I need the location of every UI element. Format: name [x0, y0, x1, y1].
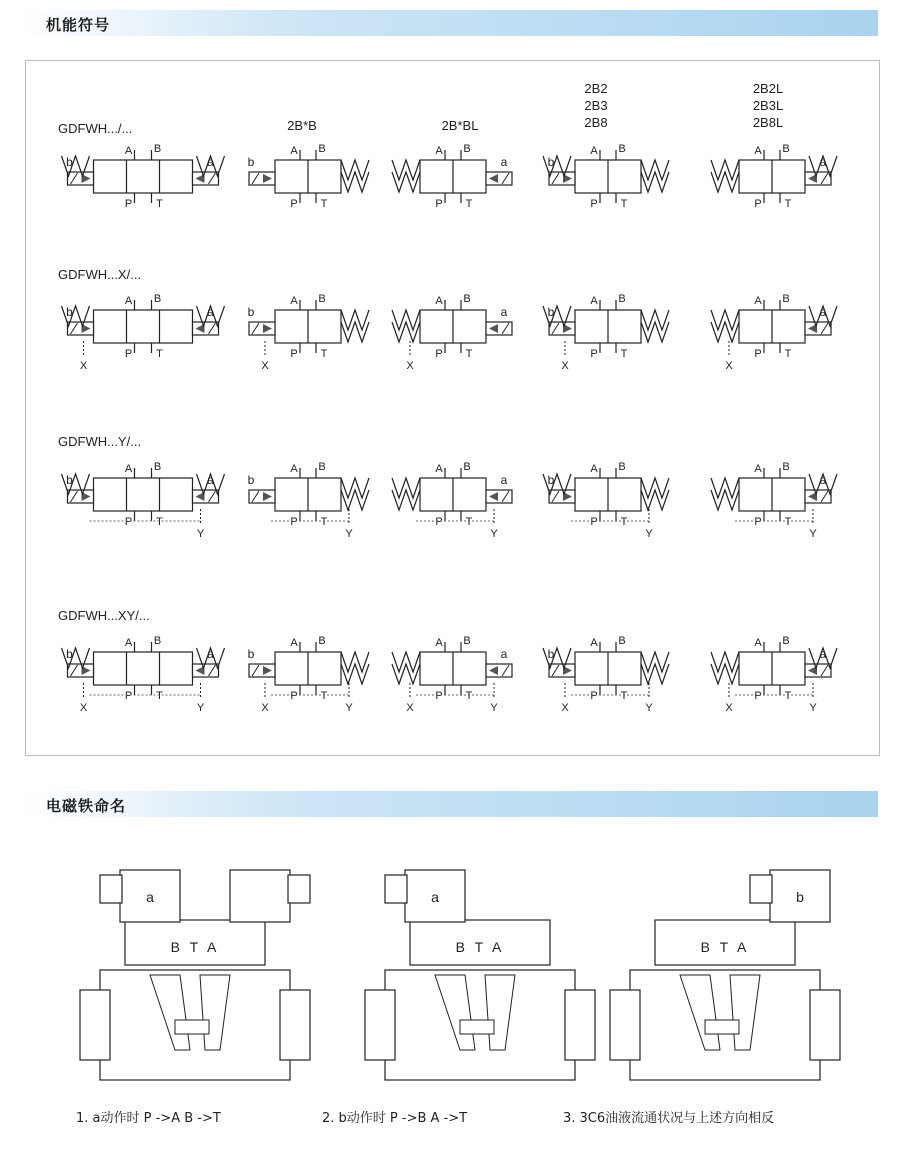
port-label-t: T	[620, 690, 628, 702]
spring-icon	[341, 322, 369, 342]
spring-icon	[392, 664, 420, 684]
caption-2: 2. b动作时 P ->B A ->T	[322, 1111, 468, 1126]
valve-symbol-r1-c2	[248, 143, 369, 210]
port-label-b: B	[618, 635, 626, 647]
valve-symbol-r4-c1	[62, 635, 225, 714]
port-label-t: T	[620, 516, 628, 528]
port-label-a: A	[290, 637, 298, 649]
spring-icon	[711, 664, 739, 684]
port-label-t: T	[784, 348, 792, 360]
port-label-p: P	[590, 198, 598, 210]
port-label-p: P	[435, 690, 443, 702]
port-label-a: A	[124, 637, 133, 649]
pilot-port-labels: B T A	[700, 939, 750, 955]
operator-label-b: b	[247, 473, 255, 487]
port-label-y: Y	[809, 528, 817, 540]
spring-icon	[392, 490, 420, 510]
port-label-t: T	[156, 348, 163, 360]
port-label-t: T	[156, 516, 163, 528]
solenoid-drawings	[0, 840, 900, 1140]
port-label-b: B	[463, 461, 471, 473]
solenoid-valve-drawing-3	[610, 870, 840, 1080]
valve-symbol-r3-c4	[543, 461, 669, 540]
pilot-port-labels: B T A	[170, 939, 220, 955]
valve-symbol-r4-c5	[711, 635, 837, 714]
port-label-t: T	[620, 198, 628, 210]
port-label-t: T	[784, 516, 792, 528]
port-label-x: X	[725, 702, 733, 714]
spring-icon	[641, 478, 669, 498]
section-title: 机能符号	[46, 16, 111, 34]
spring-icon	[341, 478, 369, 498]
port-label-p: P	[754, 690, 762, 702]
operator-label-b: b	[247, 647, 255, 661]
operator-label-a: a	[207, 155, 214, 169]
operator-label-a: a	[207, 647, 214, 661]
end-cap-right	[810, 990, 840, 1060]
connector-plug	[385, 875, 407, 903]
port-label-b: B	[618, 461, 626, 473]
connector-plug	[100, 875, 122, 903]
valve-symbol-r1-c1	[62, 143, 225, 210]
spring-icon	[711, 652, 739, 672]
port-label-b: B	[782, 461, 790, 473]
operator-label-b: b	[66, 647, 73, 661]
spring-icon	[711, 172, 739, 192]
port-label-p: P	[590, 348, 598, 360]
port-label-y: Y	[345, 528, 353, 540]
port-label-x: X	[561, 360, 569, 372]
port-label-b: B	[153, 143, 162, 155]
valve-symbol-r4-c2	[248, 635, 369, 714]
port-label-y: Y	[809, 702, 817, 714]
operator-label-a: a	[207, 305, 214, 319]
port-label-x: X	[406, 702, 414, 714]
port-label-b: B	[782, 635, 790, 647]
port-label-a: A	[124, 145, 133, 157]
coil-label: b	[796, 889, 804, 905]
port-label-y: Y	[645, 528, 653, 540]
spring-icon	[641, 310, 669, 330]
operator-label-b: b	[547, 305, 555, 319]
port-label-b: B	[318, 293, 326, 305]
connector-plug	[750, 875, 772, 903]
valve-body	[94, 652, 193, 685]
port-label-p: P	[754, 198, 762, 210]
port-label-a: A	[590, 295, 598, 307]
port-label-p: P	[754, 348, 762, 360]
spring-icon	[711, 160, 739, 180]
port-label-a: A	[590, 637, 598, 649]
spring-icon	[341, 490, 369, 510]
spring-icon	[341, 310, 369, 330]
caption-1: 1. a动作时 P ->A B ->T	[76, 1111, 221, 1126]
port-label-t: T	[320, 348, 328, 360]
operator-label-b: b	[547, 473, 555, 487]
port-label-p: P	[754, 516, 762, 528]
operator-label-b: b	[247, 155, 255, 169]
port-label-t: T	[465, 198, 473, 210]
operator-label-b: b	[66, 473, 73, 487]
column-label-4: 2B2 2B3 2B8	[584, 81, 608, 130]
port-label-a: A	[754, 145, 762, 157]
caption-3: 3. 3C6油液流通状况与上述方向相反	[563, 1111, 775, 1126]
end-cap-left	[80, 990, 110, 1060]
operator-label-a: a	[500, 305, 508, 319]
valve-symbol-r2-c3	[392, 293, 512, 372]
operator-label-b: b	[547, 647, 555, 661]
port-label-t: T	[320, 516, 328, 528]
section-header-solenoid-naming	[22, 791, 878, 817]
coil-label: a	[146, 889, 154, 905]
valve-symbol-r3-c5	[711, 461, 837, 540]
spring-icon	[711, 310, 739, 330]
port-label-b: B	[618, 143, 626, 155]
valve-body	[94, 160, 193, 193]
valve-symbol-r2-c1	[62, 293, 225, 372]
valve-symbol-r4-c4	[543, 635, 669, 714]
operator-label-a: a	[819, 647, 827, 661]
port-label-y: Y	[645, 702, 653, 714]
row-label-4: GDFWH...XY/...	[58, 608, 150, 623]
port-label-b: B	[463, 635, 471, 647]
port-label-a: A	[590, 463, 598, 475]
spring-icon	[392, 322, 420, 342]
port-label-b: B	[782, 143, 790, 155]
port-label-t: T	[320, 690, 328, 702]
nameplate	[460, 1020, 494, 1034]
port-label-a: A	[754, 295, 762, 307]
operator-label-a: a	[819, 305, 827, 319]
port-label-p: P	[435, 198, 443, 210]
spring-icon	[711, 478, 739, 498]
valve-symbol-r1-c3	[392, 143, 512, 210]
valve-body	[94, 478, 193, 511]
row-label-1: GDFWH.../...	[58, 121, 133, 136]
operator-label-a: a	[500, 155, 508, 169]
operator-label-a: a	[819, 155, 827, 169]
port-label-p: P	[290, 198, 298, 210]
port-label-b: B	[463, 293, 471, 305]
port-label-a: A	[590, 145, 598, 157]
end-cap-right	[280, 990, 310, 1060]
spring-icon	[641, 664, 669, 684]
port-label-p: P	[290, 690, 298, 702]
valve-symbol-r1-c5	[711, 143, 837, 210]
port-label-b: B	[463, 143, 471, 155]
port-label-p: P	[124, 348, 133, 360]
nameplate	[175, 1020, 209, 1034]
spring-icon	[392, 478, 420, 498]
port-label-p: P	[124, 198, 133, 210]
port-label-b: B	[782, 293, 790, 305]
operator-label-b: b	[247, 305, 255, 319]
operator-label-a: a	[500, 647, 508, 661]
port-label-t: T	[465, 690, 473, 702]
port-label-b: B	[618, 293, 626, 305]
port-label-t: T	[156, 198, 163, 210]
port-label-a: A	[435, 637, 443, 649]
valve-symbol-r2-c2	[248, 293, 369, 372]
spring-icon	[392, 310, 420, 330]
port-label-a: A	[435, 463, 443, 475]
port-label-b: B	[318, 143, 326, 155]
port-label-a: A	[435, 295, 443, 307]
port-label-y: Y	[196, 702, 205, 714]
connector-plug-2	[288, 875, 310, 903]
end-cap-left	[365, 990, 395, 1060]
valve-symbol-r3-c1	[62, 461, 225, 540]
port-label-p: P	[290, 348, 298, 360]
port-label-b: B	[318, 635, 326, 647]
port-label-p: P	[590, 690, 598, 702]
column-label-5: 2B2L 2B3L 2B8L	[752, 81, 784, 130]
spring-icon	[341, 652, 369, 672]
port-label-p: P	[124, 516, 133, 528]
port-label-a: A	[124, 295, 133, 307]
valve-symbol-r1-c4	[543, 143, 669, 210]
valve-symbol-r2-c4	[543, 293, 669, 372]
coil-label: a	[431, 889, 439, 905]
port-label-a: A	[754, 463, 762, 475]
port-label-a: A	[124, 463, 133, 475]
port-label-p: P	[590, 516, 598, 528]
solenoid-coil-2	[230, 870, 290, 922]
port-label-p: P	[435, 516, 443, 528]
valve-symbol-r4-c3	[392, 635, 512, 714]
row-label-3: GDFWH...Y/...	[58, 434, 142, 449]
port-label-a: A	[290, 463, 298, 475]
port-label-y: Y	[196, 528, 205, 540]
port-label-a: A	[435, 145, 443, 157]
column-label-2: 2B*B	[287, 118, 317, 133]
row-label-2: GDFWH...X/...	[58, 267, 142, 282]
port-label-x: X	[79, 702, 88, 714]
port-label-p: P	[435, 348, 443, 360]
port-label-y: Y	[490, 702, 498, 714]
port-label-x: X	[561, 702, 569, 714]
valve-symbol-r2-c5	[711, 293, 837, 372]
spring-icon	[341, 172, 369, 192]
port-label-x: X	[261, 360, 269, 372]
operator-label-b: b	[66, 305, 73, 319]
port-label-y: Y	[345, 702, 353, 714]
valve-body	[94, 310, 193, 343]
port-label-t: T	[465, 348, 473, 360]
port-label-t: T	[784, 198, 792, 210]
spring-icon	[641, 172, 669, 192]
operator-label-a: a	[500, 473, 508, 487]
spring-icon	[392, 160, 420, 180]
port-label-p: P	[124, 690, 133, 702]
port-label-t: T	[465, 516, 473, 528]
port-label-t: T	[620, 348, 628, 360]
spring-icon	[641, 322, 669, 342]
spring-icon	[641, 652, 669, 672]
port-label-t: T	[320, 198, 328, 210]
port-label-a: A	[290, 295, 298, 307]
port-label-b: B	[153, 635, 162, 647]
spring-icon	[392, 172, 420, 192]
valve-symbol-r3-c3	[392, 461, 512, 540]
port-label-p: P	[290, 516, 298, 528]
spring-icon	[711, 322, 739, 342]
operator-label-a: a	[207, 473, 214, 487]
end-cap-right	[565, 990, 595, 1060]
spring-icon	[341, 160, 369, 180]
spring-icon	[711, 490, 739, 510]
port-label-y: Y	[490, 528, 498, 540]
nameplate	[705, 1020, 739, 1034]
port-label-x: X	[79, 360, 88, 372]
spring-icon	[392, 652, 420, 672]
port-label-b: B	[153, 293, 162, 305]
port-label-a: A	[290, 145, 298, 157]
solenoid-valve-drawing-2	[365, 870, 595, 1080]
operator-label-b: b	[547, 155, 555, 169]
operator-label-b: b	[66, 155, 73, 169]
pilot-port-labels: B T A	[455, 939, 505, 955]
column-label-3: 2B*BL	[441, 118, 479, 133]
section-title-2: 电磁铁命名	[46, 797, 127, 815]
solenoid-valve-drawing-1	[80, 870, 310, 1080]
port-label-t: T	[156, 690, 163, 702]
port-label-x: X	[725, 360, 733, 372]
spring-icon	[641, 160, 669, 180]
port-label-a: A	[754, 637, 762, 649]
port-label-x: X	[261, 702, 269, 714]
operator-label-a: a	[819, 473, 827, 487]
valve-symbol-r3-c2	[248, 461, 369, 540]
spring-icon	[341, 664, 369, 684]
port-label-b: B	[318, 461, 326, 473]
end-cap-left	[610, 990, 640, 1060]
port-label-t: T	[784, 690, 792, 702]
port-label-x: X	[406, 360, 414, 372]
spring-icon	[641, 490, 669, 510]
port-label-b: B	[153, 461, 162, 473]
